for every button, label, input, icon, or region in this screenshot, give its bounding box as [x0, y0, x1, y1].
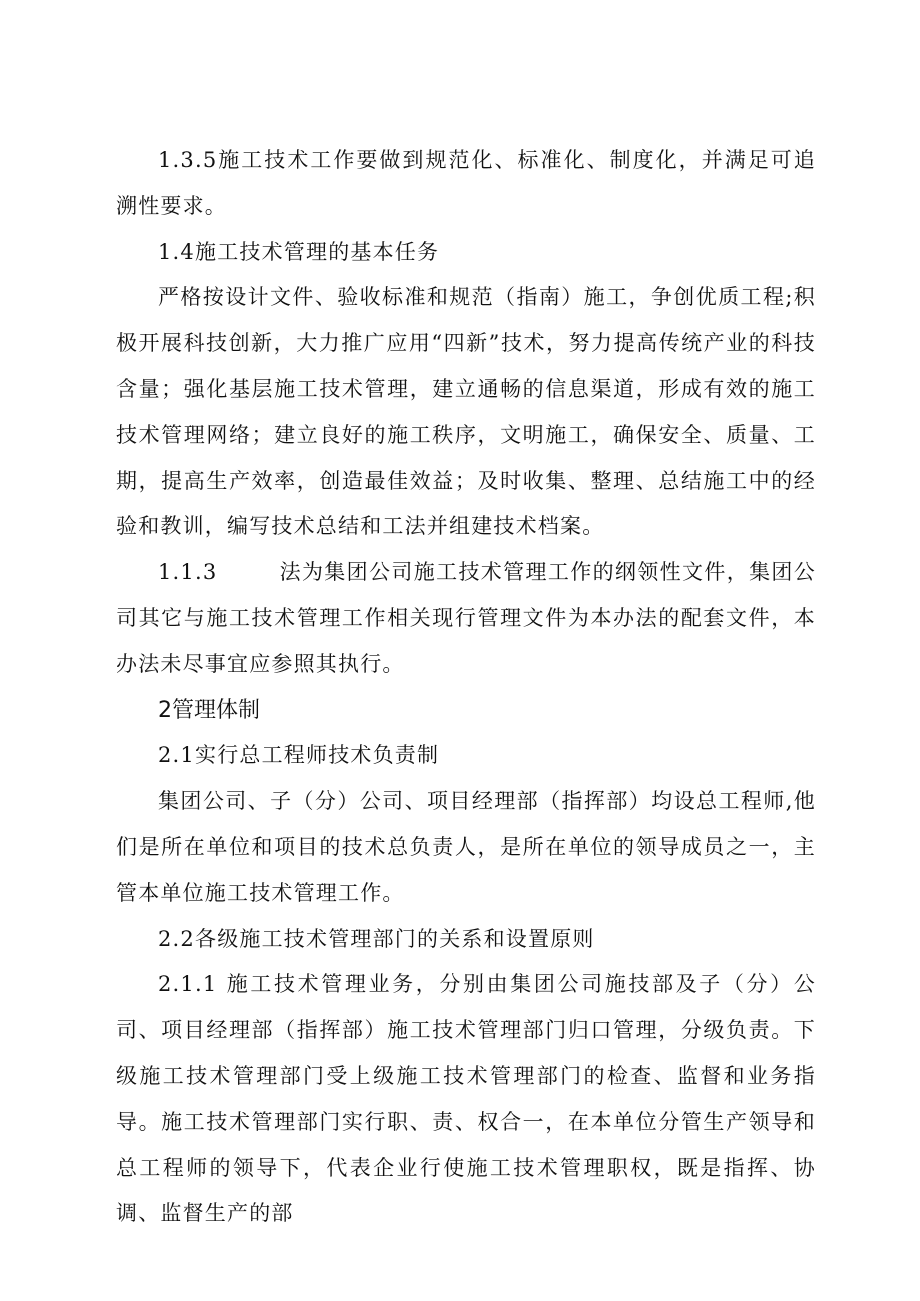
document-body — [116, 138, 816, 1237]
section-title-1-4: 1.4施工技术管理的基本任务 — [158, 239, 440, 264]
section-title-2-1: 2.1实行总工程师技术负责制 — [158, 743, 440, 768]
paragraph-1-3-5: 1.3.5施工技术工作要做到规范化、标准化、制度化，并满足可追溯性要求。 — [116, 148, 816, 218]
paragraph-basic-tasks: 严格按设计文件、验收标准和规范（指南）施工，争创优质工程;积极开展科技创新，大力推广应用“四新”技术，努力提高传统产业的科技含量；强化基层施工技术管理，建立通畅的信息渠道，形成有效的施工技术管理网络；建立良好的施工秩序，文明施工，确保安全、质量、工期，提高生产效率，创造最佳效益；及时收集、整理、总结施工中的经验和教训，编写技术总结和工法并组建技术档案。 — [116, 285, 816, 539]
clause-number: 1.1.3 — [158, 560, 218, 585]
chapter-heading-2: 2管理体制 — [158, 697, 260, 723]
paragraph-1-1-3 — [116, 550, 816, 687]
section-title-2-2: 2.2各级施工技术管理部门的关系和设置原则 — [158, 926, 595, 951]
paragraph-2-1-1: 2.1.1 施工技术管理业务，分别由集团公司施技部及子（分）公司、项目经理部（指挥部）施工技术管理部门归口管理，分级负责。下级施工技术管理部门受上级施工技术管理部门的检查、监督和业务指导。施工技术管理部门实行职、责、权合一，在本单位分管生产领导和总工程师的领导下，代表企业行使施工技术管理职权，既是指挥、协调、监督生产的部 — [116, 972, 816, 1226]
paragraph-chief-engineer: 集团公司、子（分）公司、项目经理部（指挥部）均设总工程师,他们是所在单位和项目的技术总负责人，是所在单位的领导成员之一，主管本单位施工技术管理工作。 — [116, 789, 816, 905]
clause-text: 法为集团公司施工技术管理工作的纲领性文件，集团公司其它与施工技术管理工作相关现行管理文件为本办法的配套文件，本办法未尽事宜应参照其执行。 — [116, 560, 816, 676]
